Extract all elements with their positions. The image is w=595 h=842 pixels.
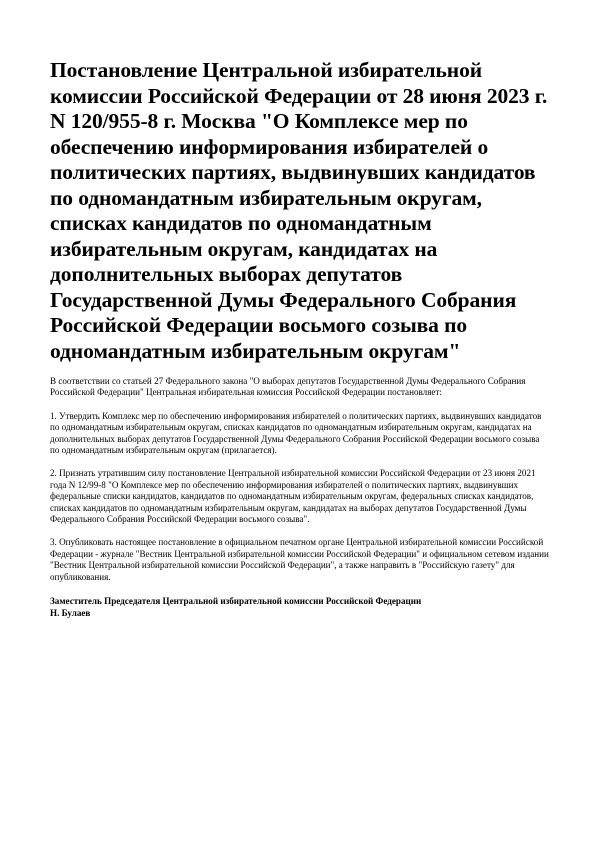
document-item-3: 3. Опубликовать настоящее постановление в официальном печатном органе Центральной избирательной комиссии Российской Федерации - журнале "Вестник Центральной избирательной комиссии Российской Федерации" и официальном сетевом издании "Вестник Центральной избирательной комиссии Российской Федерации", а также направить в "Российскую газету" для опубликования. (50, 537, 549, 582)
document-item-2: 2. Признать утратившим силу постановление Центральной избирательной комиссии Российской Федерации от 23 июня 2021 года N 12/99-8 "О Комплексе мер по обеспечению информирования избирателей о политических партиях, выдвинувших федеральные списки кандидатов, кандидатов по одномандатным избирательным округам, федеральных списках кандидатов, списках кандидатов по одномандатным избирательным округам, кандидатах на выборах депутатов Государственной Думы Федерального Собрания Российской Федерации восьмого созыва". (50, 468, 536, 525)
signature-position: Заместитель Председателя Центральной избирательной комиссии Российской Федерации (50, 596, 422, 607)
signature-name: Н. Булаев (50, 608, 91, 619)
document-page (50, 58, 550, 619)
document-item-1: 1. Утвердить Комплекс мер по обеспечению информирования избирателей о политических партиях, выдвинувших кандидатов по одномандатным избирательным округам, списках кандидатов по одномандатным избирательным округам, кандидатах на дополнительных выборах депутатов Государственной Думы Федерального Собрания Российской Федерации восьмого созыва по одномандатным избирательным округам (прилагается). (50, 410, 542, 456)
document-title: Постановление Центральной избирательной комиссии Российской Федерации от 28 июня 2023 г. N 120/955-8 г. Москва "О Комплексе мер по обеспечению информирования избирателей о политических партиях, выдвинувших кандидатов по одномандатным избирательным округам, списках кандидатов по одномандатным избирательным округам, кандидатах на дополнительных выборах депутатов Государственной Думы Федерального Собрания Российской Федерации восьмого созыва по одномандатным избирательным округам" (50, 58, 548, 363)
document-preamble: В соответствии со статьей 27 Федерального закона "О выборах депутатов Государственной Думы Федерального Собрания Российской Федерации" Центральная избирательная комиссия Российской Федерации постановляет: (50, 376, 526, 398)
signature-block (50, 595, 550, 619)
